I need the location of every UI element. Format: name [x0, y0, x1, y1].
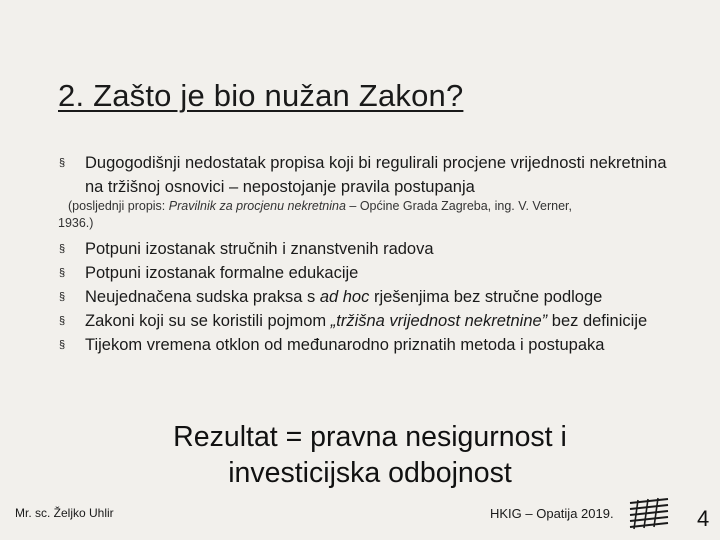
bullet-text-pre: Zakoni koji su se koristili pojmom	[85, 312, 331, 330]
bullet-text-post: rješenjima bez stručne podloge	[369, 288, 603, 306]
note-text	[58, 198, 668, 232]
bullet-item	[58, 309, 678, 333]
bullet-text: Potpuni izostanak formalne edukacije	[85, 264, 359, 282]
footer-event: HKIG – Opatija 2019.	[490, 506, 614, 521]
slide-title: 2. Zašto je bio nužan Zakon?	[58, 78, 464, 113]
footer-author: Mr. sc. Željko Uhlir	[15, 506, 114, 520]
bullet-text-post: bez definicije	[547, 312, 648, 330]
bullet-item	[58, 261, 678, 285]
bullet-text: Tijekom vremena otklon od međunarodno priznatih metoda i postupaka	[85, 336, 605, 354]
result-line-2: investicijska odbojnost	[228, 457, 512, 489]
bullet-marker: §	[59, 157, 66, 169]
note-prefix: (posljednji propis:	[68, 199, 169, 213]
note-suffix: – Općine Grada Zagreba, ing. V. Verner,	[345, 199, 573, 213]
bullet-text-italic: „tržišna vrijednost nekretnine”	[330, 312, 548, 330]
bullet-item	[58, 237, 678, 261]
bullet-text: Potpuni izostanak stručnih i znanstvenih radova	[85, 240, 434, 258]
bullet-item	[58, 285, 678, 309]
bullet-list-main	[58, 237, 678, 357]
bullet-text	[85, 285, 678, 309]
bullet-item	[58, 333, 678, 357]
bullet-marker: §	[59, 267, 66, 279]
bullet-list-top	[58, 151, 678, 199]
bullet-marker: §	[59, 315, 66, 327]
bullet-item	[58, 151, 678, 199]
bullet-text: Dugogodišnji nedostatak propisa koji bi regulirali procjene vrijednosti nekretnina na tržišnoj osnovici – nepostojanje pravila postupanja	[85, 154, 667, 196]
note-italic: Pravilnik za procjenu nekretnina	[168, 199, 346, 213]
bullet-marker: §	[59, 243, 66, 255]
result-line-1: Rezultat = pravna nesigurnost i	[173, 421, 567, 453]
bullet-marker: §	[59, 291, 66, 303]
bullet-text-pre: Neujednačena sudska praksa s	[85, 288, 320, 306]
hkig-logo-icon	[626, 497, 672, 531]
bullet-marker: §	[59, 339, 66, 351]
bullet-text-italic: ad hoc	[319, 288, 370, 306]
result-statement	[100, 419, 640, 491]
note-line2: 1936.)	[58, 216, 94, 230]
bullet-text	[85, 309, 678, 333]
page-number: 4	[697, 506, 710, 531]
